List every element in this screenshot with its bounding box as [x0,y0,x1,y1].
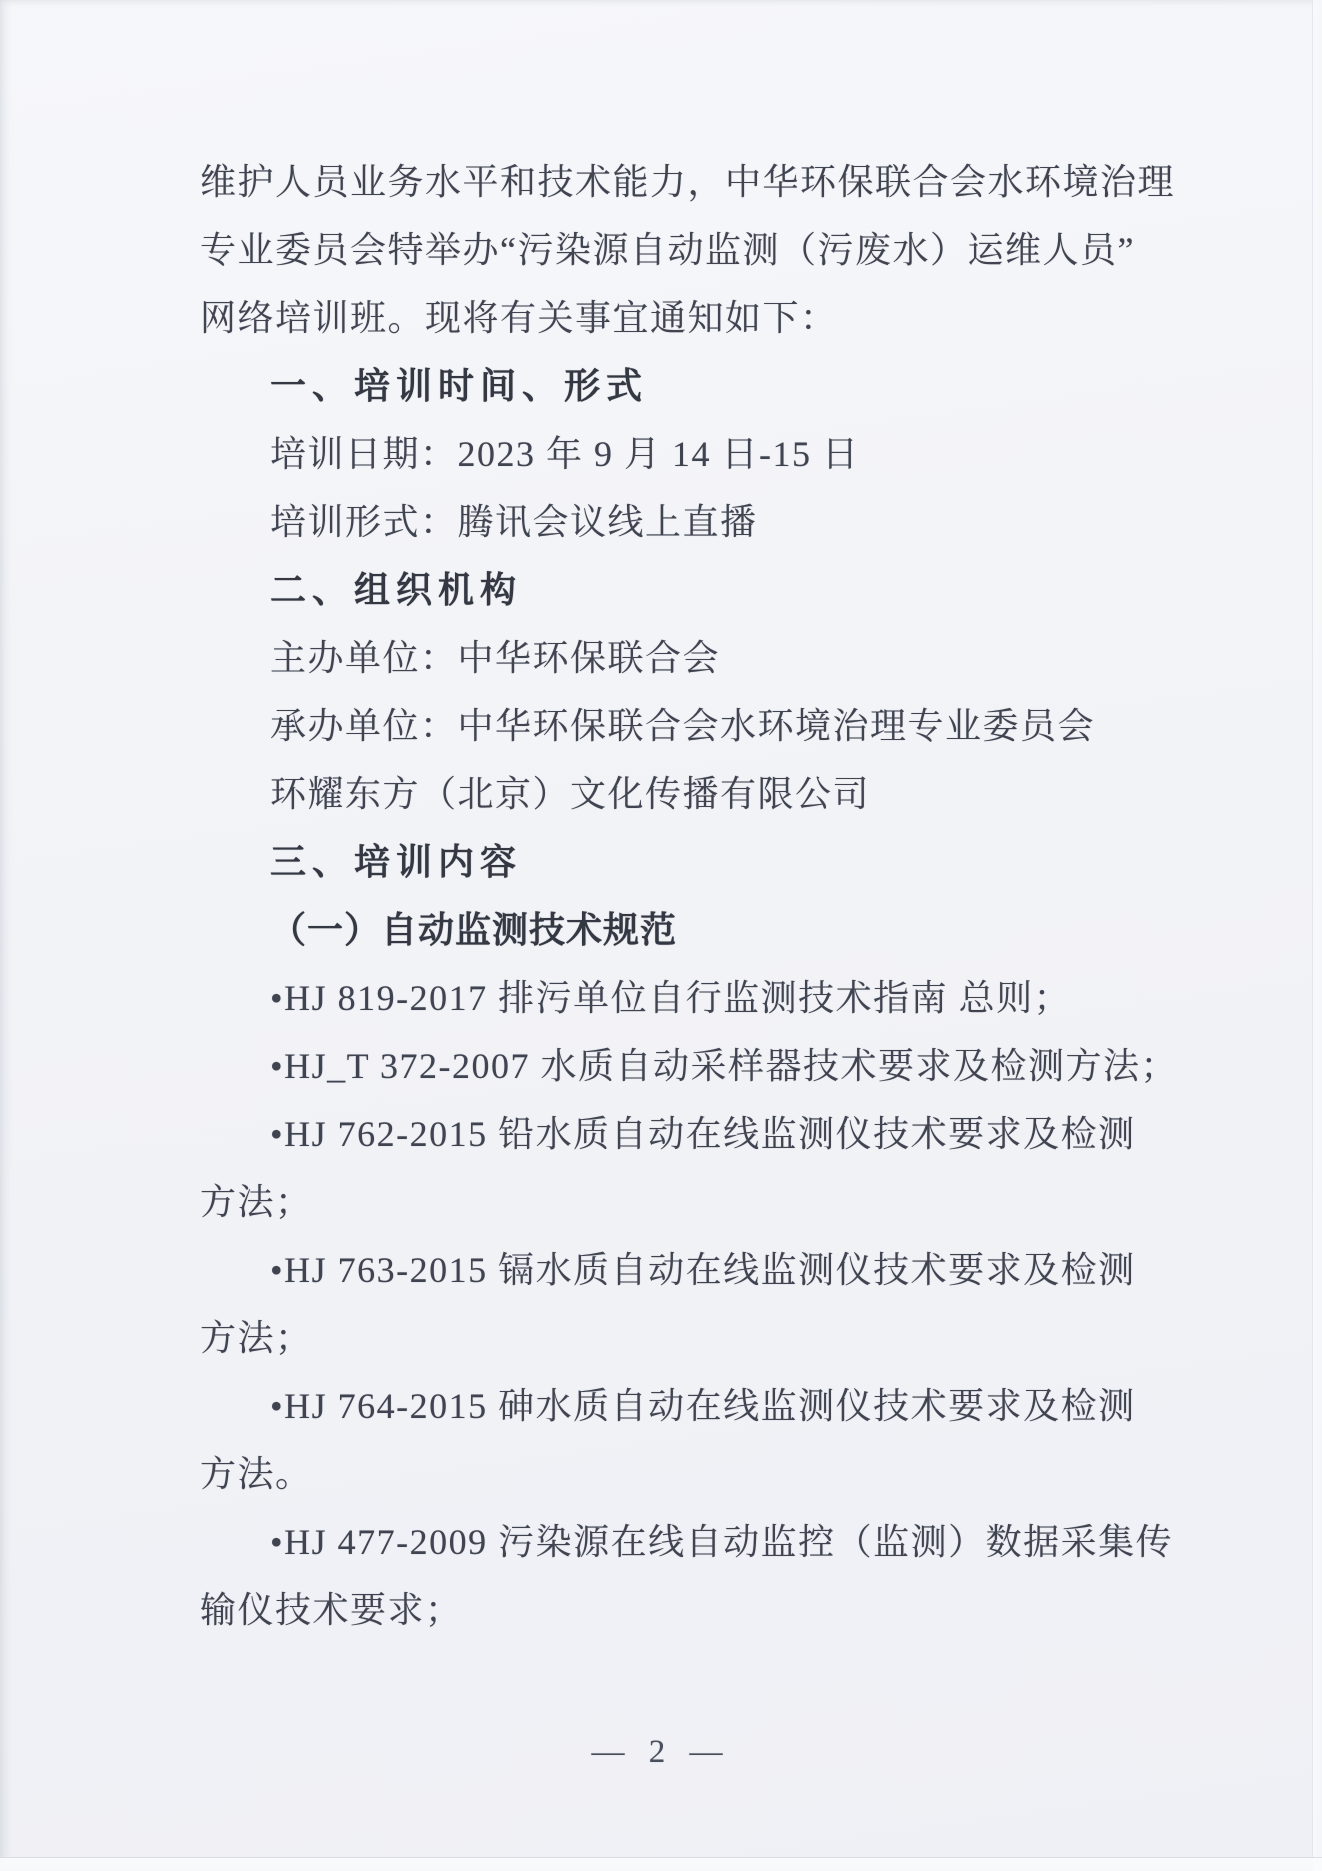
line-standard-hj372: •HJ_T 372-2007 水质自动采样器技术要求及检测方法； [270,1046,1178,1086]
line-continuation-1: 维护人员业务水平和技术能力，中华环保联合会水环境治理 [200,162,1176,202]
line-standard-hj763-cont: 方法； [200,1318,313,1358]
line-continuation-2: 专业委员会特举办“污染源自动监测（污废水）运维人员” [200,230,1135,270]
line-continuation-3: 网络培训班。现将有关事宜通知如下： [200,298,838,338]
line-standard-hj762: •HJ 762-2015 铅水质自动在线监测仪技术要求及检测 [270,1114,1136,1154]
document-body [200,148,1178,1644]
line-training-date: 培训日期：2023 年 9 月 14 日-15 日 [270,434,860,474]
page-number: — 2 — [591,1734,731,1770]
line-standard-hj764: •HJ 764-2015 砷水质自动在线监测仪技术要求及检测 [270,1386,1136,1426]
heading-section-3: 三、培训内容 [270,841,523,882]
line-standard-hj763: •HJ 763-2015 镉水质自动在线监测仪技术要求及检测 [270,1250,1136,1290]
line-co-organizer-2: 环耀东方（北京）文化传播有限公司 [270,774,871,814]
line-standard-hj477-cont: 输仪技术要求； [200,1590,463,1630]
line-co-organizer: 承办单位：中华环保联合会水环境治理专业委员会 [270,706,1096,746]
line-training-format: 培训形式：腾讯会议线上直播 [270,502,758,542]
line-standard-hj477: •HJ 477-2009 污染源在线自动监控（监测）数据采集传 [270,1522,1174,1562]
heading-subsection-1: （一）自动监测技术规范 [270,909,678,950]
heading-section-2: 二、组织机构 [270,569,523,610]
line-standard-hj762-cont: 方法； [200,1182,313,1222]
heading-section-1: 一、培训时间、形式 [270,365,649,406]
line-host-organizer: 主办单位：中华环保联合会 [270,638,721,678]
line-standard-hj764-cont: 方法。 [200,1454,313,1494]
line-standard-hj819: •HJ 819-2017 排污单位自行监测技术指南 总则； [270,978,1072,1018]
